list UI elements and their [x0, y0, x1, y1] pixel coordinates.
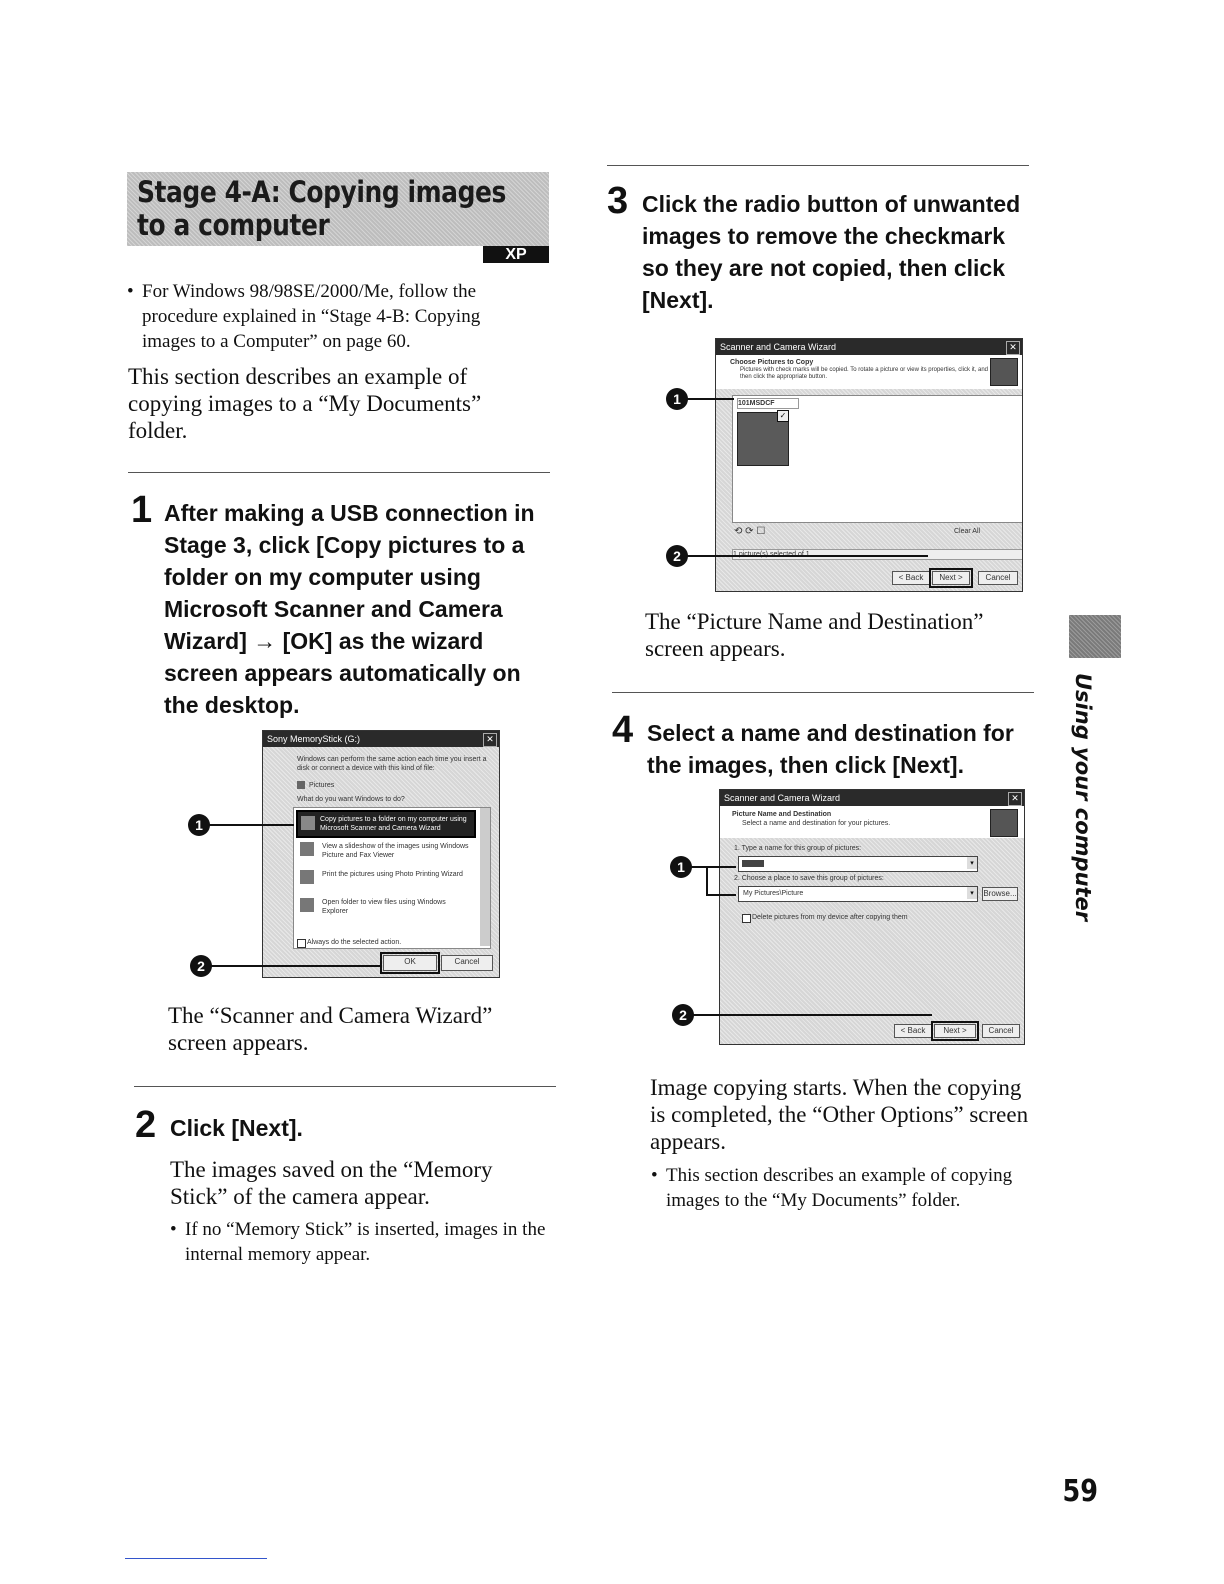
- next-button[interactable]: Next >: [932, 571, 970, 585]
- options-scrollbar[interactable]: [480, 808, 490, 946]
- clear-all-button[interactable]: Clear All: [954, 528, 981, 535]
- browse-button[interactable]: Browse...: [982, 887, 1018, 901]
- callout-1: 1: [666, 388, 688, 410]
- callout-2: 2: [190, 955, 212, 977]
- step-4-heading: Select a name and destination for the images, then click [Next].: [647, 720, 1014, 778]
- callout-1: 1: [670, 856, 692, 878]
- section-title-box: [127, 172, 549, 246]
- slideshow-icon: [300, 842, 314, 856]
- callout-leader: [686, 398, 734, 400]
- callout-leader: [210, 965, 382, 967]
- callout-leader: [706, 866, 708, 896]
- section-title: Stage 4-A: Copying images to a computer: [137, 175, 506, 242]
- close-icon[interactable]: ✕: [1008, 792, 1022, 806]
- step-1-number: 1: [131, 489, 153, 531]
- always-label: Always do the selected action.: [307, 939, 402, 946]
- cancel-button[interactable]: Cancel: [982, 1024, 1020, 1038]
- step-2-result: The images saved on the “Memory Stick” of the camera appear.: [170, 1157, 493, 1209]
- dialog-prompt: Windows can perform the same action each time you insert a disk or connect a device with this kind of file:: [297, 756, 487, 772]
- close-icon[interactable]: ✕: [1006, 341, 1020, 355]
- close-icon[interactable]: ✕: [483, 733, 497, 747]
- wizard-titlebar: Scanner and Camera Wizard ✕: [720, 790, 1024, 806]
- type-label: Pictures: [309, 782, 335, 789]
- delete-checkbox[interactable]: [742, 914, 751, 923]
- cancel-button[interactable]: Cancel: [441, 955, 493, 971]
- wizard-titlebar: Scanner and Camera Wizard ✕: [716, 339, 1022, 355]
- intro-bullet: • For Windows 98/98SE/2000/Me, follow the procedure explained in “Stage 4-B: Copying images to a Computer” on page 60.: [127, 281, 481, 352]
- pictures-icon: [297, 781, 305, 789]
- callout-2: 2: [672, 1004, 694, 1026]
- wizard-header: Picture Name and Destination Select a name and destination for your pictures.: [720, 806, 1024, 838]
- checkmark-icon[interactable]: ✓: [777, 410, 789, 422]
- selected-text: [742, 860, 764, 867]
- camera-icon: [301, 816, 315, 830]
- xp-badge: XP: [483, 246, 549, 263]
- folder-tab[interactable]: 101MSDCF: [737, 398, 799, 409]
- option-slideshow[interactable]: View a slideshow of the images using Windows Picture and Fax Viewer: [322, 843, 469, 859]
- divider: [128, 472, 550, 473]
- chevron-down-icon[interactable]: ▾: [967, 857, 977, 869]
- option-print[interactable]: Print the pictures using Photo Printing Wizard: [322, 871, 463, 878]
- destination-label: 2. Choose a place to save this group of pictures:: [734, 875, 884, 882]
- step-3-heading: Click the radio button of unwanted images to remove the checkmark so they are not copied, then click [Next].: [642, 191, 1021, 313]
- callout-2: 2: [666, 545, 688, 567]
- wizard-header: Choose Pictures to Copy Pictures with check marks will be copied. To rotate a picture or view its properties, click it, and then click the appropriate button.: [716, 355, 1022, 389]
- rotate-icon[interactable]: ⟲ ⟳ ☐: [734, 526, 766, 537]
- ok-button[interactable]: OK: [383, 955, 437, 971]
- divider: [612, 692, 1034, 693]
- callout-leader: [686, 555, 928, 557]
- back-button[interactable]: < Back: [892, 571, 930, 585]
- step-2-heading: Click [Next].: [170, 1115, 303, 1141]
- step-4-note: • This section describes an example of copying images to the “My Documents” folder.: [651, 1165, 1013, 1211]
- divider: [607, 165, 1029, 166]
- next-button[interactable]: Next >: [934, 1024, 976, 1038]
- folder-icon: [300, 898, 314, 912]
- dialog-titlebar: Sony MemoryStick (G:) ✕: [263, 731, 499, 747]
- name-input[interactable]: [738, 856, 978, 872]
- option-copy-selected[interactable]: Copy pictures to a folder on my computer using Microsoft Scanner and Camera Wizard: [296, 810, 476, 838]
- footer-rule: [125, 1558, 267, 1559]
- printer-icon: [300, 870, 314, 884]
- step-3-result: The “Picture Name and Destination” screen appears.: [645, 609, 984, 661]
- intro-paragraph: This section describes an example of copying images to a “My Documents” folder.: [128, 364, 482, 443]
- delete-label: Delete pictures from my device after copying them: [752, 914, 908, 921]
- wizard-icon: [990, 809, 1018, 837]
- step-3-number: 3: [607, 180, 629, 222]
- divider: [134, 1086, 556, 1087]
- callout-1: 1: [188, 814, 210, 836]
- step-2-number: 2: [135, 1104, 157, 1146]
- back-button[interactable]: < Back: [894, 1024, 932, 1038]
- always-checkbox[interactable]: [297, 939, 306, 948]
- callout-leader: [692, 1014, 932, 1016]
- destination-select[interactable]: My Pictures\Picture ▾: [738, 886, 978, 902]
- options-list: [293, 807, 491, 949]
- step-4-number: 4: [612, 709, 634, 751]
- option-open-folder[interactable]: Open folder to view files using Windows Explorer: [322, 899, 446, 915]
- step-1-heading: After making a USB connection in Stage 3, click [Copy pictures to a folder on my computer using Microsoft Scanner and Camera Wizard] → [OK] as the wizard screen appears automatically on the desktop.: [164, 500, 535, 718]
- screenshot-picture-name-destination: [719, 789, 1025, 1045]
- side-tab-label: Using your computer: [1071, 673, 1095, 922]
- chevron-down-icon[interactable]: ▾: [967, 887, 977, 899]
- callout-leader: [208, 824, 294, 826]
- page-number: 59: [1062, 1474, 1098, 1509]
- dialog-question: What do you want Windows to do?: [297, 796, 405, 803]
- step-1-result: The “Scanner and Camera Wizard” screen appears.: [168, 1003, 493, 1055]
- step-2-note: • If no “Memory Stick” is inserted, images in the internal memory appear.: [170, 1219, 546, 1265]
- name-label: 1. Type a name for this group of pictures:: [734, 845, 862, 852]
- picture-list: [732, 395, 1023, 523]
- cancel-button[interactable]: Cancel: [978, 571, 1018, 585]
- side-tab-marker: [1069, 615, 1121, 658]
- wizard-icon: [990, 358, 1018, 386]
- step-4-result: Image copying starts. When the copying is completed, the “Other Options” screen appears.: [650, 1075, 1029, 1154]
- callout-leader: [706, 894, 736, 896]
- callout-leader: [690, 866, 736, 868]
- screenshot-autoplay-dialog: [262, 730, 500, 978]
- screenshot-choose-pictures: [715, 338, 1023, 592]
